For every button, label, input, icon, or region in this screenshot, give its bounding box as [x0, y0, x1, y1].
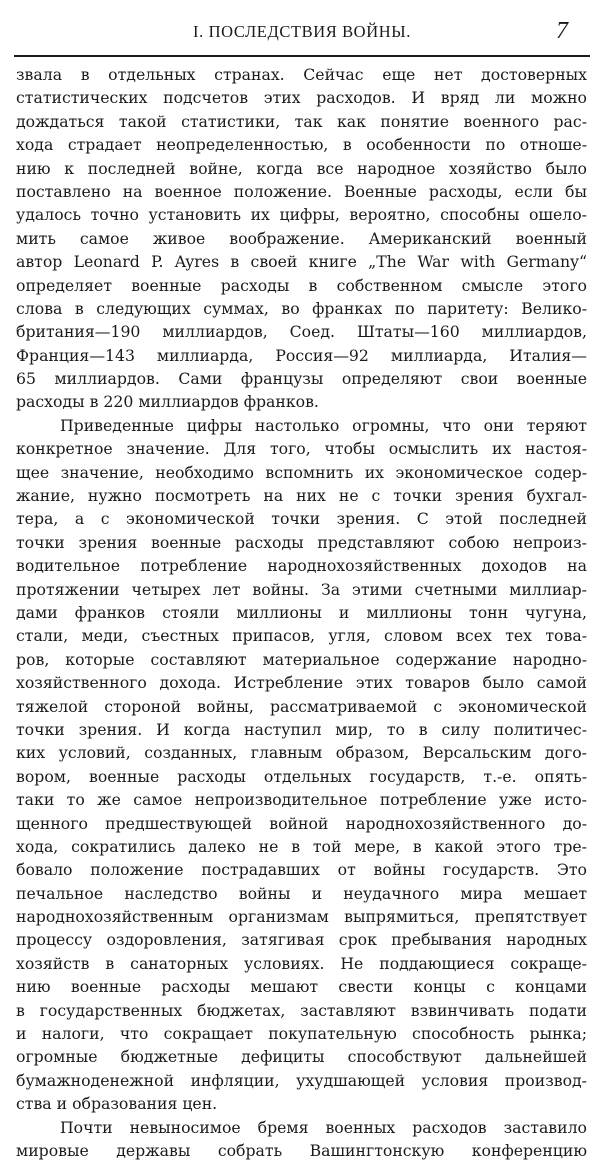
text-line: и налоги, что сокращает покупательную способность рынка; — [16, 1024, 587, 1044]
paragraph-first-line: Почти невыносимое бремя военных расходов заставило — [60, 1117, 587, 1137]
text-line: печальное наследство войны и неудачного мира мешает — [16, 883, 587, 903]
text-line: дождаться такой статистики, так как понятие военного рас- — [16, 111, 587, 131]
text-line: определяет военные расходы в собственном смысле этого — [16, 275, 587, 295]
text-line: нию к последней войне, когда все народное хозяйство было — [16, 158, 587, 178]
text-line: автор Leonard P. Ayres в своей книге „The War with Germany“ — [16, 252, 587, 272]
text-line: 65 миллиардов. Сами французы определяют свои военные — [16, 369, 587, 389]
text-line: протяжении четырех лет войны. За этими счетными миллиар- — [16, 579, 587, 599]
text-line: ства и образования цен. — [16, 1094, 218, 1114]
text-line: хода страдает неопределенностью, в особенности по отноше- — [16, 135, 587, 155]
page-number: 7 — [556, 18, 568, 44]
body-text — [16, 63, 587, 1162]
text-line: ров, которые составляют материальное содержание народно- — [16, 649, 587, 669]
text-line: поставлено на военное положение. Военные расходы, если бы — [16, 181, 587, 201]
text-line: водительное потребление народнохозяйственных доходов на — [16, 556, 587, 576]
text-line: бумажноденежной инфляции, ухудшающей условия производ- — [16, 1070, 587, 1090]
running-title: I. ПОСЛЕДСТВИЯ ВОЙНЫ. — [193, 22, 411, 41]
text-line: конкретное значение. Для того, чтобы осмыслить их настоя- — [16, 439, 587, 459]
text-line: точки зрения. И когда наступил мир, то в силу политичес- — [16, 719, 587, 739]
text-line: ких условий, созданных, главным образом, Версальским дого- — [16, 743, 587, 763]
text-line: хозяйственного дохода. Истребление этих товаров было самой — [16, 673, 587, 693]
text-line: слова в следующих суммах, во франках по паритету: Велико- — [16, 298, 587, 318]
text-line: народнохозяйственным организмам выпрямиться, препятствует — [16, 907, 587, 927]
text-line: удалось точно установить их цифры, вероятно, способны ошело- — [16, 205, 587, 225]
running-head — [14, 18, 590, 46]
text-line: в государственных бюджетах, заставляют взвинчивать подати — [16, 1000, 587, 1020]
text-line: щее значение, необходимо вспомнить их экономическое содер- — [16, 462, 587, 482]
text-line: тера, а с экономической точки зрения. С этой последней — [16, 509, 587, 529]
text-line: мировые державы собрать Вашингтонскую конференцию — [16, 1140, 587, 1160]
text-line: таки то же самое непроизводительное потребление уже исто- — [16, 790, 587, 810]
text-line: Франция—143 миллиарда, Россия—92 миллиарда, Италия— — [16, 345, 587, 365]
text-line: расходы в 220 миллиардов франков. — [16, 392, 319, 412]
text-line: жание, нужно посмотреть на них не с точки зрения бухгал- — [16, 486, 587, 506]
text-line: нию военные расходы мешают свести концы с концами — [16, 977, 587, 997]
text-line: бовало положение пострадавших от войны государств. Это — [16, 860, 587, 880]
text-line: вором, военные расходы отдельных государств, т.-е. опять- — [16, 766, 587, 786]
text-line: точки зрения военные расходы представляют собою непроиз- — [16, 532, 587, 552]
text-line: огромные бюджетные дефициты способствуют дальнейшей — [16, 1047, 587, 1067]
text-line: тяжелой стороной войны, рассматриваемой с экономической — [16, 696, 587, 716]
text-line: хода, сократились далеко не в той мере, в какой этого тре- — [16, 836, 587, 856]
text-line: звала в отдельных странах. Сейчас еще нет достоверных — [16, 65, 587, 84]
text-line: стали, меди, съестных припасов, угля, словом всех тех това- — [16, 626, 587, 646]
paragraph-first-line: Приведенные цифры настолько огромны, что они теряют — [60, 415, 587, 435]
text-line: щенного предшествующей войной народнохозяйственного до- — [16, 813, 587, 833]
header-rule — [14, 55, 590, 57]
text-line: мить самое живое воображение. Американский военный — [16, 228, 587, 248]
text-line: статистических подсчетов этих расходов. И вряд ли можно — [16, 88, 587, 108]
text-line: дами франков стояли миллионы и миллионы тонн чугуна, — [16, 602, 587, 622]
text-line: хозяйств в санаторных условиях. Не поддающиеся сокраще- — [16, 953, 587, 973]
text-line: британия—190 миллиардов, Соед. Штаты—160 миллиардов, — [16, 322, 587, 342]
text-line: процессу оздоровления, затягивая срок пребывания народных — [16, 930, 587, 950]
